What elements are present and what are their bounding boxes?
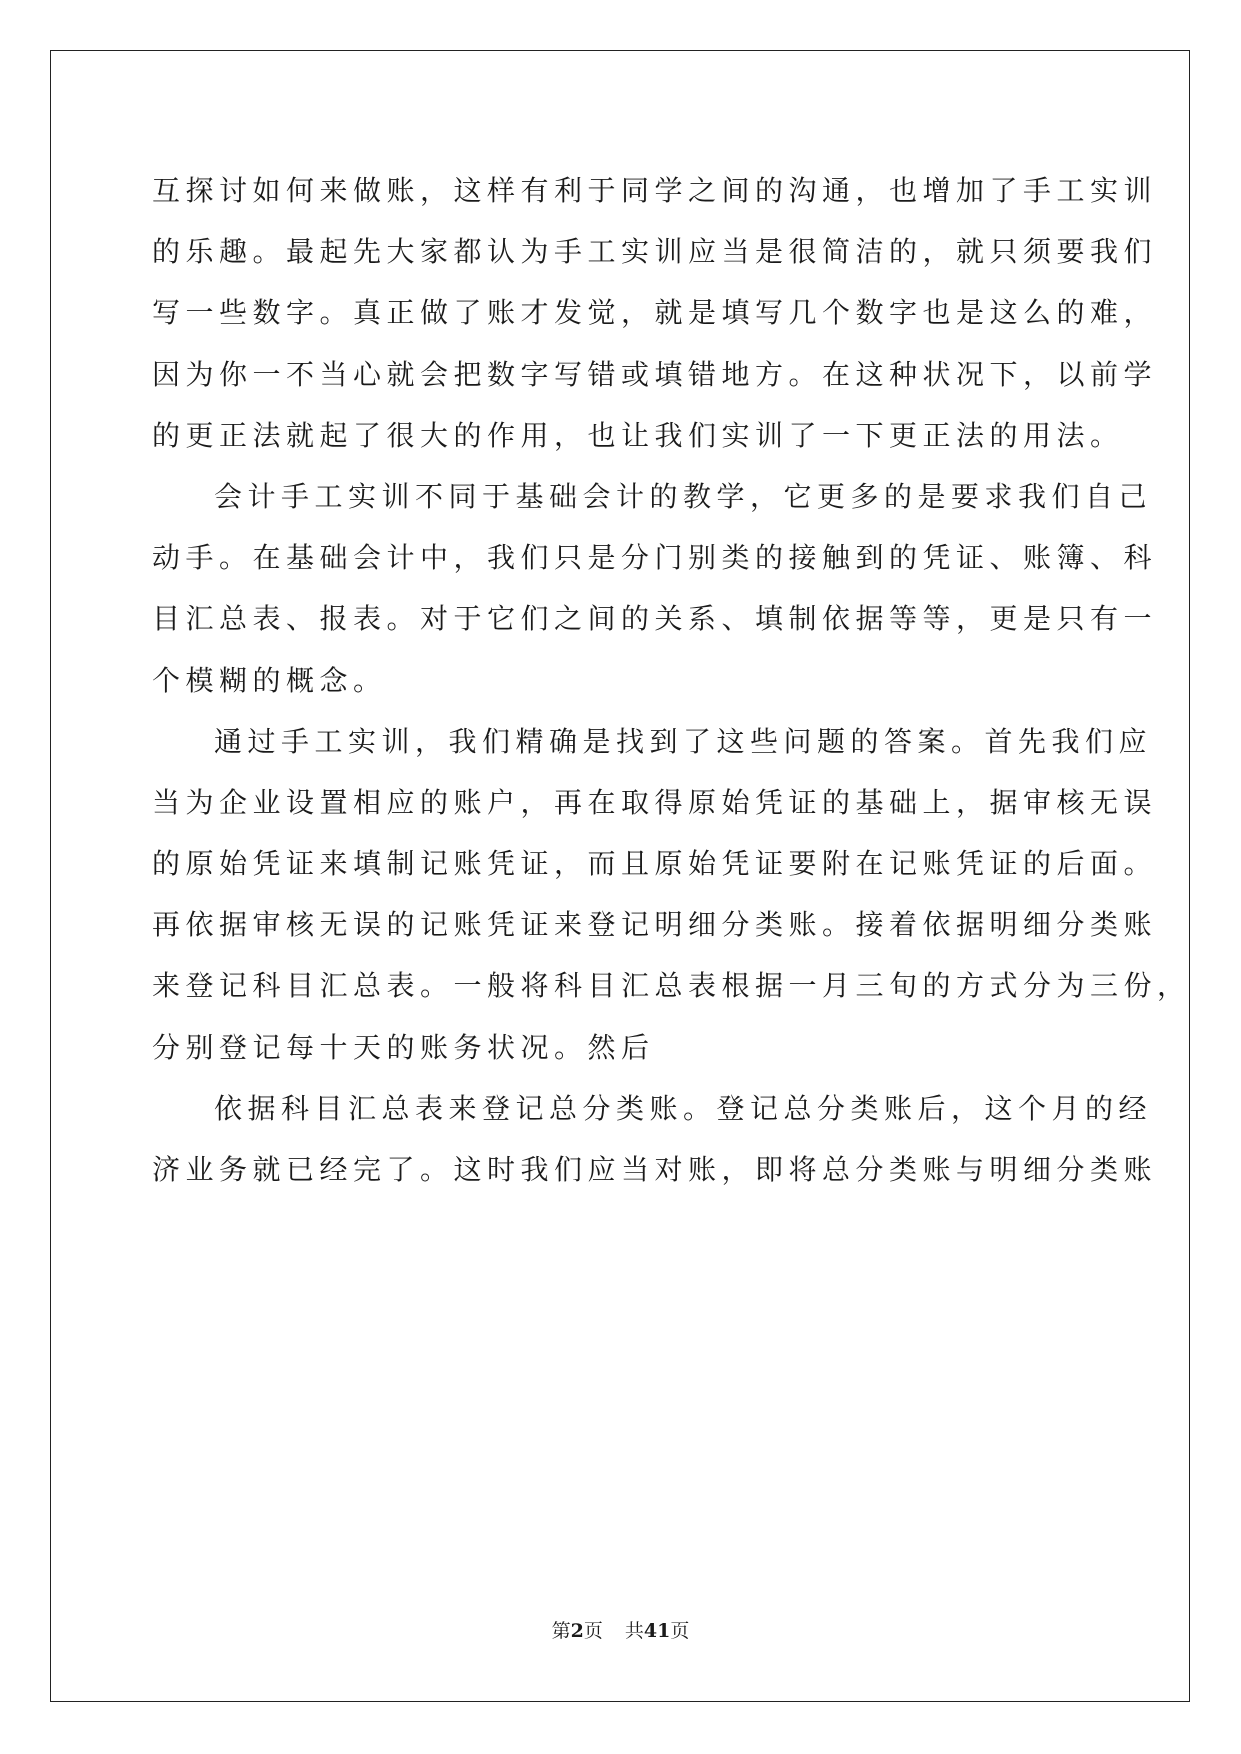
text-line: 动手。在基础会计中，我们只是分门别类的接触到的凭证、账簿、科: [152, 541, 1158, 575]
text-line: 来登记科目汇总表。一般将科目汇总表根据一月三旬的方式分为三份，: [152, 969, 1191, 1003]
text-line: 分别登记每十天的账务状况。然后: [152, 1030, 655, 1064]
page-number: 2: [570, 1620, 584, 1642]
text-line: 再依据审核无误的记账凭证来登记明细分类账。接着依据明细分类账: [152, 908, 1158, 942]
text-line: 因为你一不当心就会把数字写错或填错地方。在这种状况下，以前学: [152, 357, 1158, 391]
text-line: 目汇总表、报表。对于它们之间的关系、填制依据等等，更是只有一: [152, 602, 1158, 636]
paragraph-start-line: 会计手工实训不同于基础会计的教学，它更多的是要求我们自己: [214, 479, 1153, 513]
total-pages-suffix: 页: [670, 1620, 690, 1642]
text-line: 个模糊的概念。: [152, 663, 387, 697]
text-line: 的原始凭证来填制记账凭证，而且原始凭证要附在记账凭证的后面。: [152, 847, 1158, 881]
text-line: 当为企业设置相应的账户，再在取得原始凭证的基础上，据审核无误: [152, 785, 1158, 819]
total-pages-prefix: 共: [624, 1620, 644, 1642]
total-pages: 41: [643, 1620, 671, 1642]
page-number-prefix: 第: [551, 1620, 571, 1642]
text-line: 的乐趣。最起先大家都认为手工实训应当是很简洁的，就只须要我们: [152, 235, 1158, 269]
document-body: [152, 160, 1191, 1200]
page-footer: [0, 1616, 1241, 1643]
paragraph-start-line: 通过手工实训，我们精确是找到了这些问题的答案。首先我们应: [214, 724, 1153, 758]
text-line: 互探讨如何来做账，这样有利于同学之间的沟通，也增加了手工实训: [152, 174, 1158, 207]
page-number-suffix: 页: [583, 1620, 603, 1642]
text-line: 济业务就已经完了。这时我们应当对账，即将总分类账与明细分类账: [152, 1153, 1158, 1186]
text-line: 写一些数字。真正做了账才发觉，就是填写几个数字也是这么的难，: [152, 296, 1158, 330]
text-line: 的更正法就起了很大的作用，也让我们实训了一下更正法的用法。: [152, 418, 1124, 452]
paragraph-start-line: 依据科目汇总表来登记总分类账。登记总分类账后，这个月的经: [214, 1091, 1153, 1125]
